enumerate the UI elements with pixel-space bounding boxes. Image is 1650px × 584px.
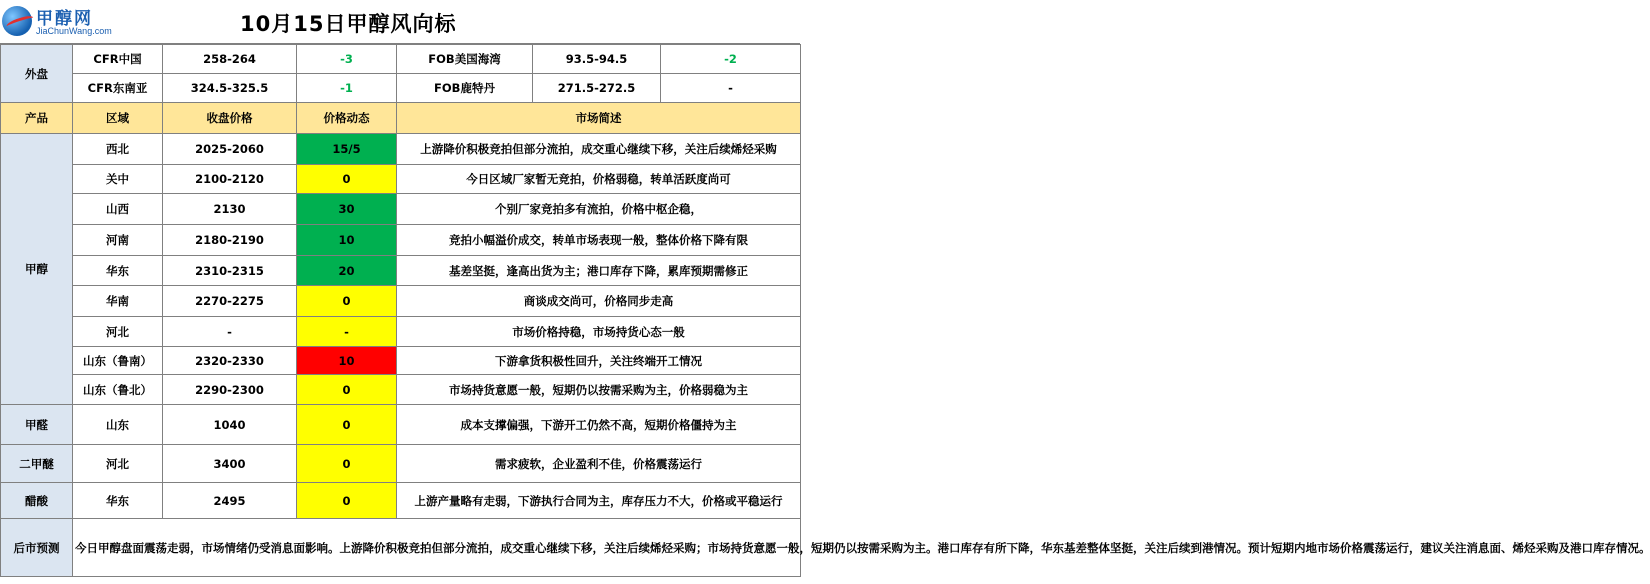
logo-text-en: JiaChunWang.com bbox=[36, 26, 112, 36]
external-name: FOB美国海湾 bbox=[397, 45, 533, 74]
region-cell: 山东（鲁北） bbox=[73, 375, 163, 405]
region-cell: 河北 bbox=[73, 445, 163, 483]
summary-cell: 上游降价积极竞拍但部分流拍，成交重心继续下移，关注后续烯烃采购 bbox=[397, 134, 801, 165]
table-row bbox=[1, 375, 801, 405]
forecast-label: 后市预测 bbox=[1, 519, 73, 577]
region-cell: 河南 bbox=[73, 225, 163, 256]
change-cell: 0 bbox=[297, 375, 397, 405]
region-cell: 华东 bbox=[73, 483, 163, 519]
table-row bbox=[1, 483, 801, 519]
external-price: 258-264 bbox=[163, 45, 297, 74]
region-cell: 西北 bbox=[73, 134, 163, 165]
column-header-region: 区域 bbox=[73, 103, 163, 134]
change-cell: 0 bbox=[297, 483, 397, 519]
external-name: FOB鹿特丹 bbox=[397, 74, 533, 103]
column-header-product: 产品 bbox=[1, 103, 73, 134]
external-price: 324.5-325.5 bbox=[163, 74, 297, 103]
summary-cell: 商谈成交尚可，价格同步走高 bbox=[397, 286, 801, 317]
summary-cell: 成本支撑偏强，下游开工仍然不高，短期价格僵持为主 bbox=[397, 405, 801, 445]
price-cell: 2180-2190 bbox=[163, 225, 297, 256]
external-row-1 bbox=[1, 45, 801, 74]
column-header-row bbox=[1, 103, 801, 134]
change-cell: 0 bbox=[297, 405, 397, 445]
summary-cell: 上游产量略有走弱，下游执行合同为主，库存压力不大，价格或平稳运行 bbox=[397, 483, 801, 519]
product-label: 二甲醚 bbox=[1, 445, 73, 483]
change-cell: 0 bbox=[297, 445, 397, 483]
summary-cell: 个别厂家竞拍多有流拍，价格中枢企稳， bbox=[397, 194, 801, 225]
table-row bbox=[1, 134, 801, 165]
external-label: 外盘 bbox=[1, 45, 73, 103]
change-cell: 0 bbox=[297, 165, 397, 194]
price-cell: 2130 bbox=[163, 194, 297, 225]
product-label-methanol: 甲醇 bbox=[1, 134, 73, 405]
region-cell: 山东（鲁南） bbox=[73, 347, 163, 375]
external-change: -2 bbox=[661, 45, 801, 74]
table-row bbox=[1, 347, 801, 375]
summary-cell: 今日区域厂家暂无竞拍，价格弱稳，转单活跃度尚可 bbox=[397, 165, 801, 194]
change-cell: 10 bbox=[297, 225, 397, 256]
change-cell: 30 bbox=[297, 194, 397, 225]
summary-cell: 市场价格持稳，市场持货心态一般 bbox=[397, 317, 801, 347]
external-change: - bbox=[661, 74, 801, 103]
indicator-table bbox=[0, 44, 1650, 577]
region-cell: 山西 bbox=[73, 194, 163, 225]
product-label: 甲醛 bbox=[1, 405, 73, 445]
summary-cell: 市场持货意愿一般，短期仍以按需采购为主，价格弱稳为主 bbox=[397, 375, 801, 405]
summary-cell: 竞拍小幅溢价成交，转单市场表现一般，整体价格下降有限 bbox=[397, 225, 801, 256]
summary-cell: 下游拿货积极性回升，关注终端开工情况 bbox=[397, 347, 801, 375]
region-cell: 山东 bbox=[73, 405, 163, 445]
price-cell: 2100-2120 bbox=[163, 165, 297, 194]
summary-cell: 基差坚挺，逢高出货为主；港口库存下降，累库预期需修正 bbox=[397, 256, 801, 286]
table-row bbox=[1, 194, 801, 225]
column-header-summary: 市场简述 bbox=[397, 103, 801, 134]
price-cell: - bbox=[163, 317, 297, 347]
price-cell: 2270-2275 bbox=[163, 286, 297, 317]
forecast-row bbox=[1, 519, 801, 577]
change-cell: 20 bbox=[297, 256, 397, 286]
external-change: -1 bbox=[297, 74, 397, 103]
table-row bbox=[1, 317, 801, 347]
external-price: 271.5-272.5 bbox=[533, 74, 661, 103]
region-cell: 华东 bbox=[73, 256, 163, 286]
page-title: 10月15日甲醇风向标 bbox=[240, 12, 457, 36]
price-cell: 2290-2300 bbox=[163, 375, 297, 405]
region-cell: 关中 bbox=[73, 165, 163, 194]
column-header-change: 价格动态 bbox=[297, 103, 397, 134]
table-row bbox=[1, 405, 801, 445]
change-cell: 15/5 bbox=[297, 134, 397, 165]
table-row bbox=[1, 256, 801, 286]
change-cell: 0 bbox=[297, 286, 397, 317]
external-change: -3 bbox=[297, 45, 397, 74]
price-cell: 3400 bbox=[163, 445, 297, 483]
table-row bbox=[1, 225, 801, 256]
logo bbox=[2, 4, 112, 40]
table-row bbox=[1, 286, 801, 317]
change-cell: - bbox=[297, 317, 397, 347]
header bbox=[0, 0, 800, 44]
logo-text-cn: 甲醇网 bbox=[36, 9, 93, 29]
region-cell: 河北 bbox=[73, 317, 163, 347]
change-cell: 10 bbox=[297, 347, 397, 375]
price-cell: 2495 bbox=[163, 483, 297, 519]
external-name: CFR东南亚 bbox=[73, 74, 163, 103]
external-price: 93.5-94.5 bbox=[533, 45, 661, 74]
forecast-text: 今日甲醇盘面震荡走弱，市场情绪仍受消息面影响。上游降价积极竞拍但部分流拍，成交重心继续下移，关注后续烯烃采购；市场持货意愿一般，短期仍以按需采购为主。港口库存有所下降，华东基差整体坚挺，关注后续到港情况。预计短期内地市场价格震荡运行，建议关注消息面、烯烃采购及港口库存情况。 bbox=[73, 519, 801, 577]
price-cell: 1040 bbox=[163, 405, 297, 445]
price-cell: 2320-2330 bbox=[163, 347, 297, 375]
table-row bbox=[1, 165, 801, 194]
summary-cell: 需求疲软，企业盈利不佳，价格震荡运行 bbox=[397, 445, 801, 483]
external-name: CFR中国 bbox=[73, 45, 163, 74]
product-label: 醋酸 bbox=[1, 483, 73, 519]
table-row bbox=[1, 445, 801, 483]
external-row-2 bbox=[1, 74, 801, 103]
region-cell: 华南 bbox=[73, 286, 163, 317]
column-header-price: 收盘价格 bbox=[163, 103, 297, 134]
price-cell: 2025-2060 bbox=[163, 134, 297, 165]
price-cell: 2310-2315 bbox=[163, 256, 297, 286]
